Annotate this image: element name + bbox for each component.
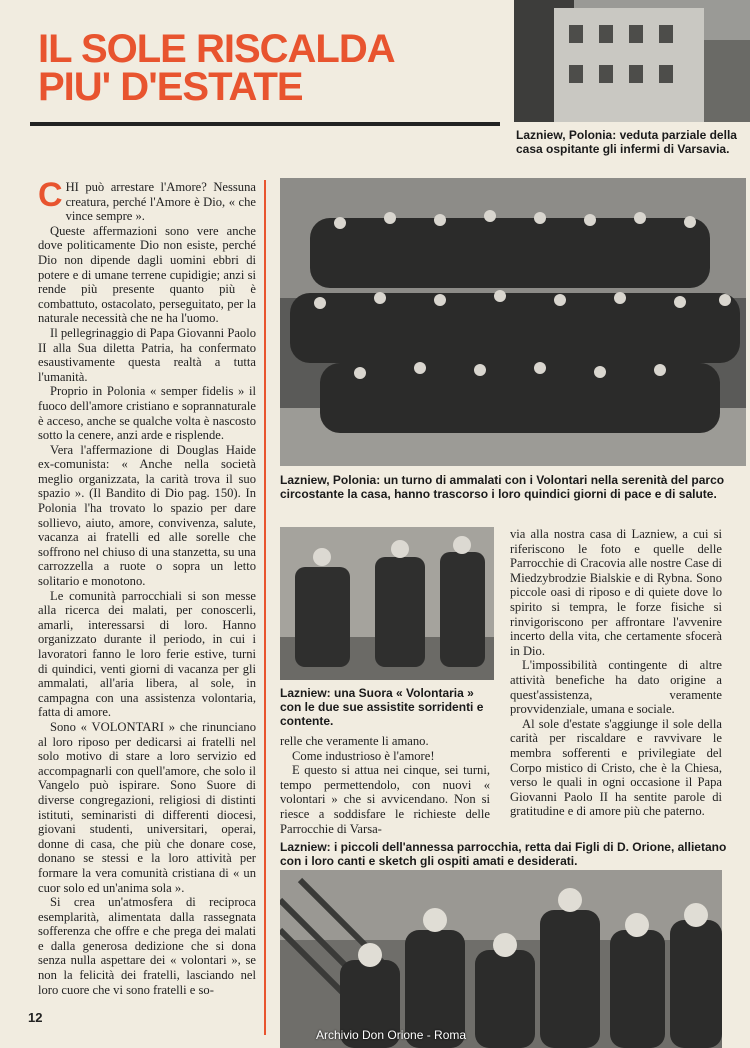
paragraph-11: E questo si attua nei cinque, sei turni, tempo permettendolo, con nuovi « volontari » che si avvicendano. Non si riesce a soddisfare le richieste delle Parrocchie di Varsa-	[280, 763, 490, 836]
paragraph-7: Sono « VOLONTARI » che rinunciano al loro riposo per dedicarsi ai fratelli nel solo motivo di stare a loro servizio ed accompagnarli con quell'amore, che solo il Vangelo può ispirare. Sono Suore di diverse congregazioni, religiosi di distinti istituti, seminaristi di differenti diocesi, giovani studenti, universitari, operai, donne di casa, che più che donare cose, donano se stessi e la loro attività per formare la vera comunità cristiana di « un cuor solo ed un'anima sola ».	[38, 719, 256, 895]
caption-photo-children: Lazniew: i piccoli dell'annessa parrocchia, retta dai Figli di D. Orione, allietano con i loro canti e sketch gli ospiti amati e desiderati.	[280, 840, 727, 868]
paragraph-5: Vera l'affermazione di Douglas Haide ex-comunista: « Anche nella società meglio organizzata, la carità trova il suo spazio ». (Il Bandito di Dio pag. 150). In Polonia l'ha trovato lo spazio per dare sollievo, aiuto, amore, convivenza, salute, vacanza ai fratelli ed alle sorelle che soffrono nel chiuso di una stanzetta, su una carrozzella a ruote o sopra un letto solitario e monotono.	[38, 442, 256, 589]
article-title	[38, 27, 498, 109]
photo-nun	[280, 527, 494, 680]
drop-cap: C	[38, 176, 63, 214]
article-column-2	[280, 734, 490, 836]
paragraph-12: via alla nostra casa di Lazniew, a cui si riferiscono le foto e quelle delle Parrocchie di Cracovia alle nostre Case di Miedzybrodzie Bialskie e di Rybna. Sono piccole oasi di riposo e di quiete dove lo spirito si tempra, le forze fisiche si rinvigoriscono per affrontare l'avvenire incerto della vita, che certamente sfocerà in Dio.	[510, 527, 722, 658]
page-number: 12	[28, 1010, 43, 1025]
title-line-1: IL SOLE RISCALDA	[38, 27, 395, 71]
article-column-3	[510, 527, 722, 819]
paragraph-4: Proprio in Polonia « semper fidelis » il fuoco dell'amore cristiano e soprannaturale è acceso, anche se qualche volta è nascosto sotto la cenere, anzi arde e risplende.	[38, 384, 256, 443]
paragraph-1-text: HI può arrestare l'Amore? Nessuna creatura, perché l'Amore è Dio, « che vince sempre ».	[65, 180, 256, 224]
paragraph-14: Al sole d'estate s'aggiunge il sole della carità per riscaldare e ravvivare le membra sofferenti e privilegiate del Corpo mistico di Cristo, che è la Chiesa, verso le quali in ogni occasione il Papa Giovanni Paolo II ha sentite parole di gratitudine e di amore più che paterno.	[510, 716, 722, 819]
paragraph-9: relle che veramente li amano.	[280, 734, 429, 748]
photo-building	[514, 0, 750, 122]
caption-photo-group: Lazniew, Polonia: un turno di ammalati con i Volontari nella serenità del parco circostante la casa, hanno trascorso i loro quindici giorni di pace e di salute.	[280, 473, 725, 501]
photo-children	[280, 870, 722, 1048]
paragraph-3: Il pellegrinaggio di Papa Giovanni Paolo II alla Sua diletta Patria, ha confermato esaustivamente questa realtà a tutta l'umanità.	[38, 325, 257, 384]
column-divider	[264, 180, 266, 1035]
paragraph-2: Queste affermazioni sono vere anche dove politicamente Dio non esiste, perché Dio non dipende dagli uomini ebbri di potere e di umane terrene cupidigie; anzi si rende più presente quanto più è combattuto, ostacolato, perseguitato, per la naturale necessità che ne ha l'uomo.	[38, 223, 256, 326]
title-line-2: PIU' D'ESTATE	[38, 65, 303, 109]
photo-group	[280, 178, 746, 466]
title-rule	[30, 122, 500, 126]
paragraph-6: Le comunità parrocchiali si son messe alla ricerca dei malati, per conoscerli, amarli, interessarsi di loro. Hanno organizzato durante il periodo, in cui i lavoratori fanno le loro ferie estive, turni di quindici, venti giorni di vacanza per gli ammalati, all'aria libera, al sole, in campagna con una assistenza volontaria, fatta di amore.	[38, 588, 256, 720]
paragraph-1	[38, 176, 256, 224]
caption-photo-nun: Lazniew: una Suora « Volontaria » con le due sue assistite sorridenti e contente.	[280, 686, 484, 728]
caption-photo-building: Lazniew, Polonia: veduta parziale della casa ospitante gli infermi di Varsavia.	[516, 128, 737, 156]
paragraph-10: Come industrioso è l'amore!	[292, 748, 435, 763]
archive-watermark: Archivio Don Orione - Roma	[316, 1028, 467, 1042]
paragraph-13: L'impossibilità contingente di altre attività benefiche ha dato origine a quest'assistenza, veramente provvidenziale, umana e sociale.	[510, 658, 722, 717]
paragraph-8: Si crea un'atmosfera di reciproca esemplarità, alimentata dalla rassegnata sofferenza che offre e che prega dei malati e dalla generosa dedizione che si dona senza nulla aspettare dei « volontari », se non la felicità dei fratelli, lasciando nel loro cuore che vi sono fratelli e so-	[38, 895, 256, 997]
article-column-1	[38, 176, 257, 997]
